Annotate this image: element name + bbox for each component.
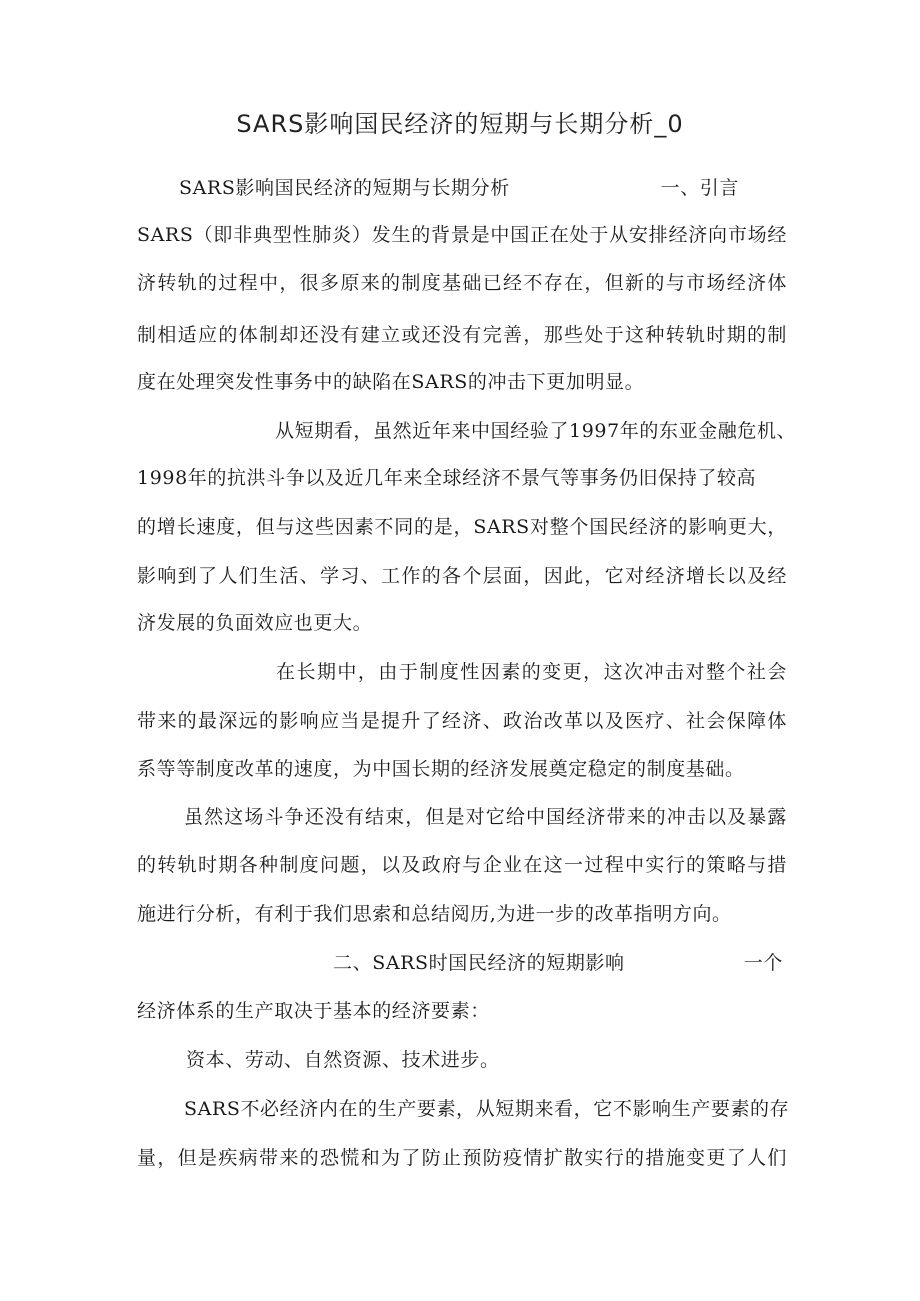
- text-line-2: SARS（即非典型性肺炎）发生的背景是中国正在处于从安排经济向市场经: [137, 224, 787, 246]
- text-line-14: 虽然这场斗争还没有结束，但是对它给中国经济带来的冲击以及暴露: [184, 806, 787, 828]
- text-line-7: 1998年的抗洪斗争以及近几年来全球经济不景气等事务仍旧保持了较高: [137, 467, 757, 489]
- text-line-10: 济发展的负面效应也更大。: [137, 612, 373, 634]
- text-line-18: 经济体系的生产取决于基本的经济要素：: [137, 1000, 490, 1022]
- text-line-16: 施进行分析，有利于我们思索和总结阅历,为进一步的改革指明方向。: [137, 903, 732, 925]
- text-line-11: 在长期中，由于制度性因素的变更，这次冲击对整个社会: [276, 661, 787, 683]
- text-line-9: 影响到了人们生活、学习、工作的各个层面，因此，它对经济增长以及经: [137, 565, 787, 587]
- text-line-12: 带来的最深远的影响应当是提升了经济、政治改革以及医疗、社会保障体: [137, 710, 787, 732]
- section-heading-introduction: 一、引言: [660, 177, 739, 199]
- document-title: SARS影响国民经济的短期与长期分析_0: [236, 110, 684, 138]
- text-line-17-tail: 一个: [743, 952, 783, 974]
- section-heading-short-term: 二、SARS时国民经济的短期影响: [333, 952, 625, 974]
- text-line-3: 济转轨的过程中，很多原来的制度基础已经不存在，但新的与市场经济体: [137, 272, 787, 294]
- text-line-20: SARS不必经济内在的生产要素，从短期来看，它不影响生产要素的存: [184, 1098, 790, 1120]
- text-line-4: 制相适应的体制却还没有建立或还没有完善，那些处于这种转轨时期的制: [137, 324, 787, 346]
- text-line-5: 度在处理突发性事务中的缺陷在SARS的冲击下更加明显。: [137, 371, 645, 393]
- text-line-6: 从短期看，虽然近年来中国经验了1997年的东亚金融危机、: [275, 420, 797, 442]
- text-line-15: 的转轨时期各种制度问题，以及政府与企业在这一过程中实行的策略与措: [137, 854, 787, 876]
- text-line-13: 系等等制度改革的速度，为中国长期的经济发展奠定稳定的制度基础。: [137, 758, 745, 780]
- text-line-19: 资本、劳动、自然资源、技术进步。: [186, 1049, 500, 1071]
- document-subtitle: SARS影响国民经济的短期与长期分析: [179, 177, 510, 199]
- text-line-21: 量，但是疾病带来的恐慌和为了防止预防疫情扩散实行的措施变更了人们: [137, 1147, 787, 1169]
- text-line-8: 的增长速度，但与这些因素不同的是，SARS对整个国民经济的影响更大，: [137, 516, 787, 538]
